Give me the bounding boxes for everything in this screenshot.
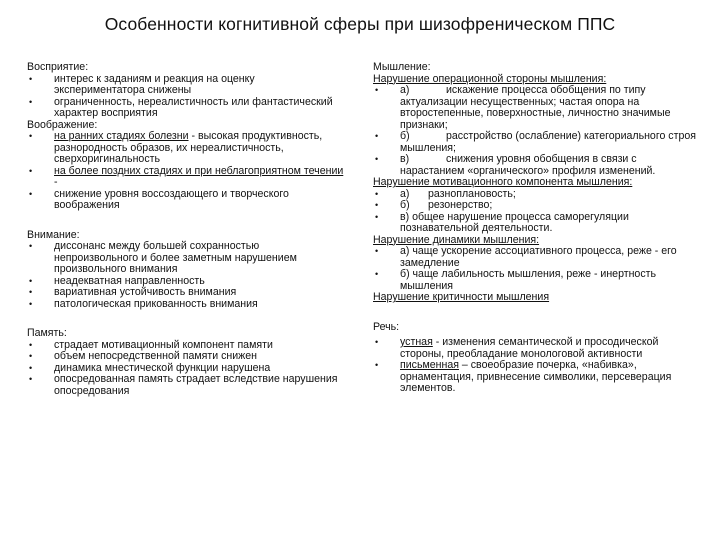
list-item — [373, 337, 699, 360]
item-label: а) — [400, 84, 410, 96]
imagination-heading: Воображение: — [27, 118, 98, 131]
list-item: • интерес к заданиям и реакция на оценку экспериментатора снижены — [27, 74, 345, 97]
list-item-text: искажение процесса обобщения по типу актуализации несущественных; частая опора на второстепенные, поверхностные, личностно значимые признаки; — [400, 84, 671, 131]
list-item: • объем непосредственной памяти снижен — [27, 351, 345, 363]
list-item-text: снижения уровня обобщения в связи с нарастанием «органического» профиля изменений. — [400, 153, 656, 177]
list-item-text: - — [54, 176, 58, 188]
written-speech-label: письменная — [400, 359, 459, 371]
list-item: • неадекватная направленность — [27, 276, 345, 288]
dynamics-subheading: Нарушение динамики мышления: — [373, 233, 540, 246]
list-item — [373, 360, 699, 395]
early-stage-label: на ранних стадиях болезни — [54, 130, 189, 142]
criticality-subheading: Нарушение критичности мышления — [373, 291, 550, 303]
imagination-list — [27, 131, 345, 212]
list-item: • динамика мнестической функции нарушена — [27, 363, 345, 375]
operational-list — [373, 85, 699, 177]
perception-heading: Восприятие: — [27, 61, 89, 73]
list-item-text: расстройство (ослабление) категориального строя мышления; — [400, 130, 696, 154]
list-item: • вариативная устойчивость внимания — [27, 287, 345, 299]
oral-speech-label: устная — [400, 336, 433, 348]
late-stage-label: на более поздних стадиях и при неблагоприятном течении — [54, 164, 344, 177]
speech-list — [373, 337, 699, 395]
list-item — [373, 212, 699, 235]
list-item: • б) чаще лабильность мышления, реже - инертность мышления — [373, 269, 699, 292]
list-item-text: разноплановость; — [428, 187, 516, 200]
list-item — [373, 154, 699, 177]
right-column — [373, 62, 699, 395]
list-item-text: снижение уровня воссоздающего и творческого воображения — [54, 187, 289, 211]
perception-list — [27, 74, 345, 120]
list-item: • патологическая прикованность внимания — [27, 299, 345, 311]
memory-list — [27, 340, 345, 398]
list-item — [373, 85, 699, 131]
slide-title: Особенности когнитивной сферы при шизофреническом ППС — [104, 14, 616, 34]
list-item-text: - изменения семантической и просодической стороны, преобладание монологовой активности — [400, 336, 659, 360]
motivational-list — [373, 189, 699, 235]
attention-list — [27, 241, 345, 310]
list-item: • страдает мотивационный компонент памяти — [27, 340, 345, 352]
dynamics-list — [373, 246, 699, 292]
list-item-text: – своеобразие почерка, «набивка», орнаментация, привнесение символики, персеверация элементов. — [400, 359, 672, 394]
list-item — [27, 131, 345, 166]
motivational-subheading: Нарушение мотивационного компонента мышления: — [373, 176, 633, 188]
thinking-heading: Мышление: — [373, 61, 431, 73]
memory-heading: Память: — [27, 327, 67, 339]
operational-subheading: Нарушение операционной стороны мышления: — [373, 72, 607, 85]
list-item — [373, 189, 699, 201]
list-item: • диссонанс между большей сохранностью непроизвольного и более заметным нарушением произвольного внимания — [27, 241, 345, 276]
list-item — [27, 166, 345, 189]
item-label: б) — [400, 130, 410, 142]
attention-heading: Внимание: — [27, 228, 80, 241]
list-item-text: - высокая продуктивность, разнородность образов, их нереалистичность, сверхоригинальность — [54, 130, 323, 165]
list-item: • а) чаще ускорение ассоциативного процесса, реже - его замедление — [373, 246, 699, 269]
list-item — [27, 189, 345, 212]
list-item-text: резонерство; — [428, 199, 493, 211]
list-item-text: в) общее нарушение процесса саморегуляции познавательной деятельности. — [400, 210, 629, 234]
item-label: б) — [400, 199, 410, 211]
list-item: • опосредованная память страдает вследствие нарушения опосредования — [27, 374, 345, 397]
left-column — [27, 62, 345, 397]
item-label: в) — [400, 153, 410, 165]
item-label: а) — [400, 187, 410, 200]
list-item — [373, 131, 699, 154]
list-item: • ограниченность, нереалистичность или фантастический характер восприятия — [27, 97, 345, 120]
speech-heading: Речь: — [373, 320, 400, 333]
